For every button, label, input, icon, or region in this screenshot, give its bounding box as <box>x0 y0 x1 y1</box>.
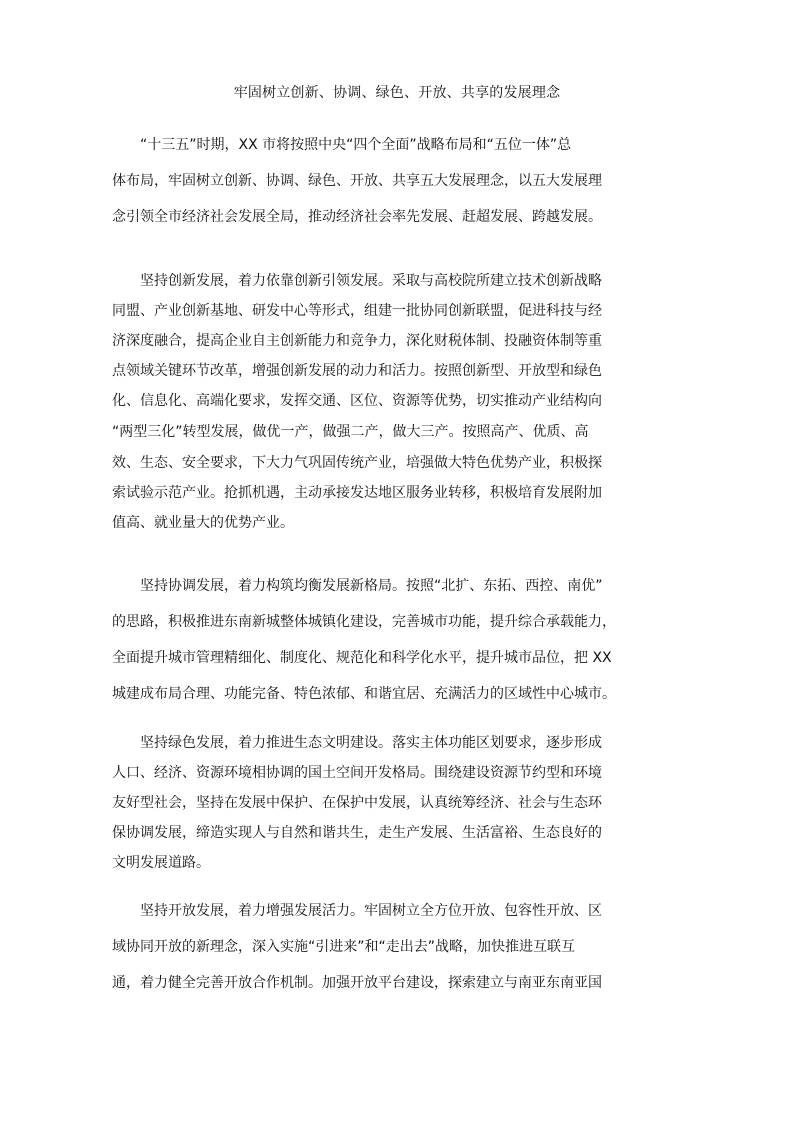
paragraph-line: 索试验示范产业。抢抓机遇，主动承接发达地区服务业转移，积极培育发展附加 <box>112 485 602 501</box>
paragraph-innovation <box>112 266 612 538</box>
paragraph-line: 坚持创新发展，着力依靠创新引领发展。采取与高校院所建立技术创新战略 <box>140 273 602 289</box>
paragraph-opening <box>112 893 612 1001</box>
paragraph-line: 友好型社会，坚持在发展中保护、在保护中发展，认真统筹经济、社会与生态环 <box>112 795 602 811</box>
paragraph-line: 通，着力健全完善开放合作机制。加强开放平台建设，探索建立与南亚东南亚国 <box>112 975 602 991</box>
paragraph-line: 念引领全市经济社会发展全局，推动经济社会率先发展、赶超发展、跨越发展。 <box>112 209 602 225</box>
paragraph-line: 化、信息化、高端化要求，发挥交通、区位、资源等优势，切实推动产业结构向 <box>112 393 602 409</box>
paragraph-line: 城建成布局合理、功能完备、特色浓郁、和谐宜居、充满活力的区域性中心城市。 <box>112 686 616 702</box>
paragraph-line: 效、生态、安全要求，下大力气巩固传统产业，培强做大特色优势产业，积极探 <box>112 455 602 471</box>
paragraph-line: 值高、就业量大的优势产业。 <box>112 515 294 531</box>
paragraph-line: 坚持绿色发展，着力推进生态文明建设。落实主体功能区划要求，逐步形成 <box>140 735 602 751</box>
paragraph-green <box>112 728 612 878</box>
paragraph-line: 域协同开放的新理念，深入实施“引进来”和“走出去”战略，加快推进互联互 <box>112 939 576 955</box>
paragraph-line: “十三五”时期，XX 市将按照中央“四个全面”战略布局和“五位一体”总 <box>140 137 572 153</box>
paragraph-coordination <box>112 568 616 712</box>
paragraph-line: 同盟、产业创新基地、研发中心等形式，组建一批协同创新联盟，促进科技与经 <box>112 303 602 319</box>
paragraph-line: 体布局，牢固树立创新、协调、绿色、开放、共享五大发展理念，以五大发展理 <box>112 173 602 189</box>
document-title: 牢固树立创新、协调、绿色、开放、共享的发展理念 <box>233 85 561 101</box>
paragraph-line: 文明发展道路。 <box>112 855 210 871</box>
paragraph-line: “两型三化”转型发展，做优一产，做强二产，做大三产。按照高产、优质、高 <box>112 424 589 440</box>
paragraph-line: 全面提升城市管理精细化、制度化、规范化和科学化水平，提升城市品位，把 XX <box>112 650 612 666</box>
paragraph-intro <box>112 127 612 235</box>
paragraph-line: 坚持协调发展，着力构筑均衡发展新格局。按照“北扩、东拓、西控、南优” <box>140 578 603 594</box>
paragraph-line: 的思路，积极推进东南新城整体城镇化建设，完善城市功能，提升综合承载能力， <box>112 614 616 630</box>
paragraph-line: 点领域关键环节改革，增强创新发展的动力和活力。按照创新型、开放型和绿色 <box>112 363 602 379</box>
paragraph-line: 人口、经济、资源环境相协调的国土空间开发格局。围绕建设资源节约型和环境 <box>112 765 602 781</box>
paragraph-line: 保协调发展，缔造实现人与自然和谐共生，走生产发展、生活富裕、生态良好的 <box>112 825 602 841</box>
paragraph-line: 济深度融合，提高企业自主创新能力和竞争力，深化财税体制、投融资体制等重 <box>112 333 602 349</box>
paragraph-line: 坚持开放发展，着力增强发展活力。牢固树立全方位开放、包容性开放、区 <box>140 903 602 919</box>
